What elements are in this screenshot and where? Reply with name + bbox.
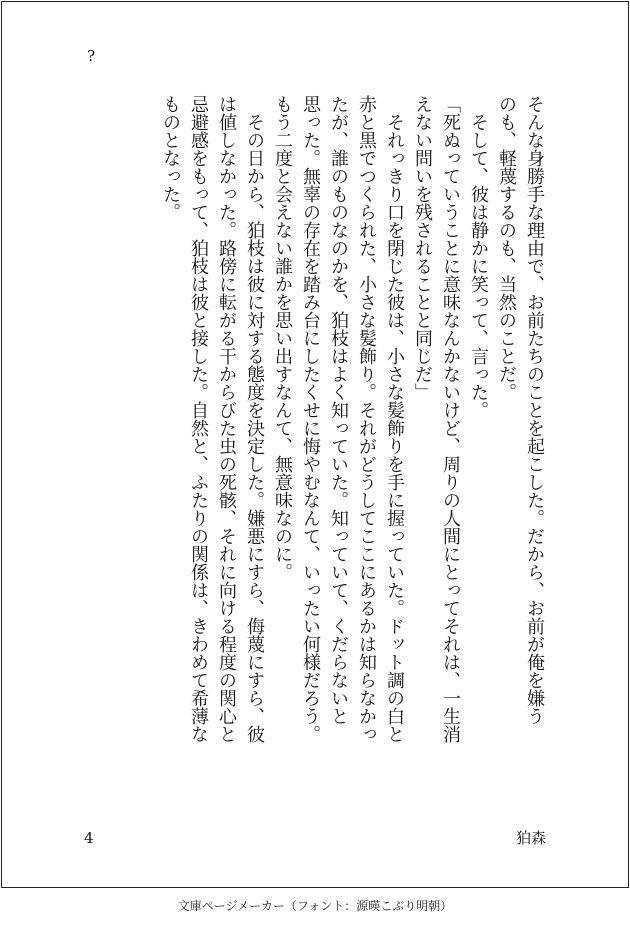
text-line: は値しなかった。路傍に転がる干からびた虫の死骸、それに向ける程度の関心と xyxy=(216,95,237,743)
text-line: そして、彼は静かに笑って、言った。 xyxy=(468,95,489,419)
text-line: 忌避感をもって、狛枝は彼と接した。自然と、ふたりの関係は、きわめて希薄な xyxy=(188,95,209,743)
text-line: えない問いを残されることと同じだ」 xyxy=(412,95,433,401)
text-line: のも、軽蔑するのも、当然のことだ。 xyxy=(496,95,517,401)
text-line: 赤と黒でつくられた、小さな髪飾り。それがどうしてここにあるかは知らなかっ xyxy=(356,95,377,743)
text-line: ものとなった。 xyxy=(160,95,181,221)
text-line: それっきり口を閉じた彼は、小さな髪飾りを手に握っていた。ドット調の白と xyxy=(384,95,405,743)
footer-credit: 文庫ページメーカー（フォント：源暎こぶり明朝） xyxy=(177,899,453,913)
page-number: 4 xyxy=(84,829,94,847)
body-text xyxy=(102,95,548,815)
text-line: そんな身勝手な理由で、お前たちのことを起こした。だから、お前が俺を嫌う xyxy=(524,95,545,725)
text-line: 「死ぬっていうことに意味なんかないけど、周りの人間にとってそれは、一生消 xyxy=(440,95,461,743)
text-line: もう二度と会えない誰かを思い出すなんて、無意味なのに。 xyxy=(272,95,293,581)
author-name: 狛森 xyxy=(516,829,547,847)
book-page xyxy=(1,1,629,888)
page-marker: ? xyxy=(87,47,96,65)
text-line: その日から、狛枝は彼に対する態度を決定した。嫌悪にすら、侮蔑にすら、彼 xyxy=(244,95,265,743)
text-line: 思った。無辜の存在を踏み台にしたくせに悔やむなんて、いったい何様だろう。 xyxy=(300,95,321,743)
text-line: たが、誰のものなのかを、狛枝はよく知っていた。知っていて、くだらないと xyxy=(328,95,349,725)
